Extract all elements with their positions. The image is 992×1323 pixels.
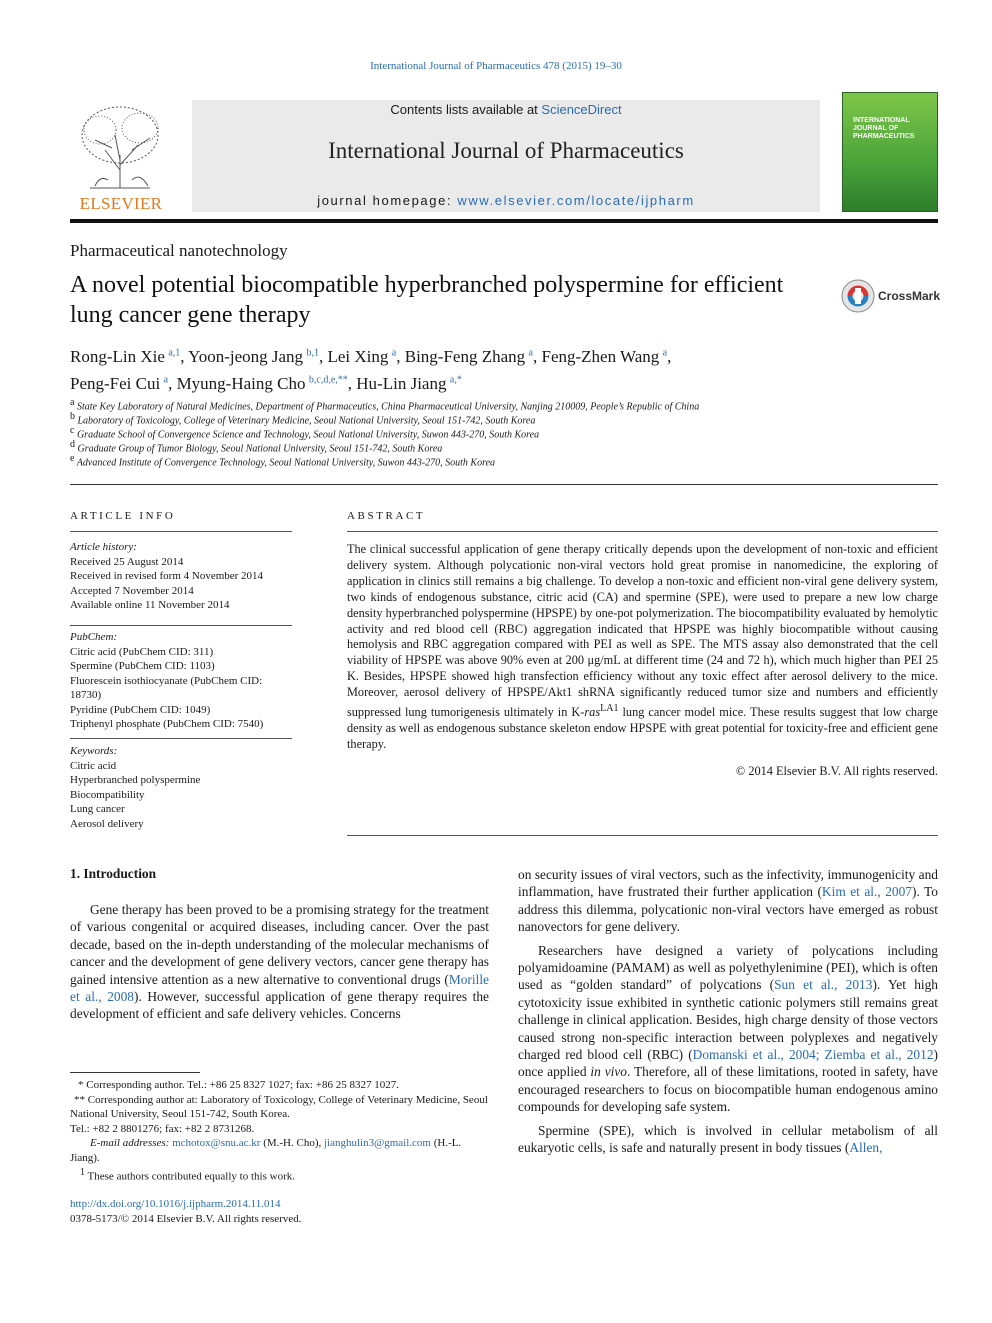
keyword-item: Lung cancer — [70, 803, 125, 815]
crossmark-icon — [840, 278, 876, 314]
pubchem-item: Citric acid (PubChem CID: 311) — [70, 645, 214, 658]
history-item: Received 25 August 2014 — [70, 555, 184, 568]
body-paragraph: Gene therapy has been proved to be a promising strategy for the treatment of various congenital or acquired diseases, including cancer. Over the past decade, based on the in-depth understanding of the molecular mechanisms of cancer and the development of gene delivery vectors, cancer gene therapy has gained intensive attention as a new alternative to conventional drugs (Morille et al., 2008). However, successful application of gene therapy requires the development of efficient and safe delivery vehicles. Concerns — [70, 902, 489, 1022]
journal-name: International Journal of Pharmaceutics — [328, 138, 684, 163]
sciencedirect-link[interactable]: ScienceDirect — [541, 102, 622, 117]
doi-link[interactable]: http://dx.doi.org/10.1016/j.ijpharm.2014.11.014 — [70, 1198, 281, 1210]
affiliation-d: $^d$ Graduate Group of Tumor Biology, Seoul National University, Seoul 151-742, South Korea — [70, 439, 443, 455]
history-item: Received in revised form 4 November 2014 — [70, 570, 264, 582]
article-info-heading: ARTICLE INFO — [70, 510, 176, 522]
author-list — [70, 341, 830, 396]
body-column-left — [70, 901, 489, 1029]
header-rule — [70, 219, 938, 223]
pubchem-item: 18730) — [70, 689, 102, 701]
doi-block: http://dx.doi.org/10.1016/j.ijpharm.2014.11.014 0378-5173/© 2014 Elsevier B.V. All rights reserved. — [70, 1198, 302, 1225]
abstract-bottom-rule — [347, 835, 938, 836]
section-label: Pharmaceutical nanotechnology — [70, 241, 288, 260]
citation-link[interactable]: Domanski et al., 2004; Ziemba et al., 2012 — [692, 1047, 934, 1063]
article-history: Article history: Received 25 August 2014 Received in revised form 4 November 2014 Accepted 7 November 2014 Available online 11 November 2014 — [70, 540, 294, 613]
affiliation-b: $^b$ Laboratory of Toxicology, College of Veterinary Medicine, Seoul National University, Seoul 151-742, South Korea — [70, 411, 536, 427]
history-item: Available online 11 November 2014 — [70, 599, 230, 611]
body-paragraph: Researchers have designed a variety of polycations including polyamidoamine (PAMAM) as well as polyethylenimine (PEI), which is often used as “golden standard” of polycations (Sun et al., 2013). Yet high cytotoxicity issue exhibited in synthetic cationic polymers still remains great challenge in clinical application. Besides, high charge density of those vectors caused strong non-specific interaction between polyplexes and negatively charged red blood cell (RBC) (Domanski et al., 2004; Ziemba et al., 2012) once applied in vivo. Therefore, all of these limitations, rooted in safety, have encouraged researchers to focus on biocompatible human endogenous amino compounds for developing safe system. — [518, 942, 938, 1115]
affiliation-e: $^e$ Advanced Institute of Convergence Technology, Seoul National University, Suwon 443-270, South Korea — [70, 453, 496, 469]
abstract-copyright: © 2014 Elsevier B.V. All rights reserved. — [735, 764, 938, 778]
journal-citation[interactable]: International Journal of Pharmaceutics 478 (2015) 19–30 — [370, 60, 622, 72]
affiliation-c: $^c$ Graduate School of Convergence Science and Technology, Seoul National University, Suwon 443-270, South Korea — [70, 425, 540, 441]
elsevier-wordmark: ELSEVIER — [79, 194, 163, 213]
citation-link[interactable]: Morille et al., 2008 — [70, 971, 489, 1005]
info-rule — [70, 625, 292, 626]
contents-line: Contents lists available at ScienceDirect — [390, 102, 622, 117]
abstract-rule — [347, 531, 938, 532]
email-link[interactable]: jianghulin3@gmail.com — [324, 1137, 431, 1150]
history-item: Accepted 7 November 2014 — [70, 584, 194, 597]
body-column-right — [518, 866, 938, 1163]
pubchem-item: Triphenyl phosphate (PubChem CID: 7540) — [70, 718, 264, 730]
crossmark-badge[interactable] — [840, 278, 940, 314]
journal-homepage: journal homepage: www.elsevier.com/locate/ijpharm — [317, 193, 695, 208]
info-rule — [70, 738, 292, 739]
journal-masthead — [192, 100, 820, 212]
affiliation-a: $^a$ State Key Laboratory of Natural Medicines, Department of Pharmaceutics, China Pharmaceutical University, Nanjing 210009, People’s Republic of China — [70, 397, 700, 413]
author[interactable]: Myung-Haing Cho $^{b,c,d,e,**}$, — [176, 374, 357, 394]
author[interactable]: Lei Xing $^a$, — [327, 346, 405, 366]
footnote-rule — [70, 1072, 200, 1073]
citation-link[interactable]: Sun et al., 2013 — [774, 977, 873, 993]
author[interactable]: Yoon-jeong Jang $^{b,1}$, — [188, 346, 328, 366]
author[interactable]: Hu-Lin Jiang $^{a,*}$ — [356, 374, 462, 394]
email-link[interactable]: mchotox@snu.ac.kr — [172, 1137, 261, 1150]
keyword-item: Biocompatibility — [70, 788, 145, 801]
article-title: A novel potential biocompatible hyperbranched polyspermine for efficient lung cancer gene therapy — [70, 272, 784, 328]
cover-title: INTERNATIONAL JOURNAL OF PHARMACEUTICS — [853, 117, 915, 140]
introduction-heading: 1. Introduction — [70, 866, 157, 881]
pubchem-item: Fluorescein isothiocyanate (PubChem CID: — [70, 674, 263, 687]
body-paragraph: on security issues of viral vectors, such as the infectivity, immunogenicity and inflammation, have frustrated their further application (Kim et al., 2007). To address this dilemma, polycationic non-viral vectors have emerged as robust nanovectors for gene delivery. — [518, 867, 938, 935]
keywords-list: Keywords: Citric acid Hyperbranched polyspermine Biocompatibility Lung cancer Aerosol delivery — [70, 744, 294, 831]
footnotes: * Corresponding author. Tel.: +86 25 8327 1027; fax: +86 25 8327 1027. ** Corresponding author at: Laboratory of Toxicology, College of Veterinary Medicine, Seoul National University, Seoul 151-742, South Korea. Tel.: +82 2 8801276; fax: +82 2 8731268. E-mail addresses: mchotox@snu.ac.kr (M.-H. Cho), jianghulin3@gmail.com (H.-L. Jiang). $^1$ These authors contributed equally to this work. — [70, 1079, 488, 1183]
title-rule — [70, 484, 938, 485]
article-info-rule — [70, 531, 292, 532]
author[interactable]: Bing-Feng Zhang $^a$, — [404, 346, 542, 366]
body-paragraph: Spermine (SPE), which is involved in cellular metabolism of all eukaryotic cells, is safe and naturally present in body tissues (Allen, — [518, 1122, 938, 1156]
keyword-item: Citric acid — [70, 759, 117, 772]
crossmark-label: CrossMark — [878, 289, 941, 303]
journal-cover-thumbnail[interactable] — [842, 92, 938, 212]
abstract-text: The clinical successful application of gene therapy critically depends upon the development of non-toxic and efficient delivery system. Although polycationic non-viral vectors hold great promise in nanomedicine, the exploring of application in clinics still remains a big challenge. To develop a non-toxic and efficient non-viral gene delivery system, two kinds of endogenous substance, citric acid (CA) and spermine (SPE), were used to prepare a new low charge density hyperbranched polyspermine (HPSPE) by one-pot polymerization. The biocompatibility evaluated by hemolytic activity and red blood cell (RBC) aggregation indicated that HPSPE was highly biocompatible without causing hemolysis and RBC aggregation compared with PEI as well as SPE. The MTS assay also demonstrated that the cell viability of HPSPE was above 90% even at 200 μg/mL at different time (24 and 72 h), which much higher than PEI 25 K. Besides, HPSPE showed high transfection efficiency without any toxic effect after aerosol delivery to the mice. Moreover, aerosol delivery of HPSPE/Akt1 shRNA significantly reduced tumor size and numbers and efficiently suppressed lung tumorigenesis ultimately in K-ras$^{LA1}$ lung cancer model mice. These results suggest that low charge density as well as endogenous substance skeleton endow HPSPE with great potential for toxicity-free and efficient gene therapy. — [347, 542, 939, 751]
citation-link[interactable]: Allen, — [849, 1140, 883, 1156]
citation-link[interactable]: Kim et al., 2007 — [821, 884, 912, 900]
pubchem-item: Pyridine (PubChem CID: 1049) — [70, 703, 211, 716]
author[interactable]: Rong-Lin Xie $^{a,1}$, — [70, 346, 189, 366]
pubchem-item: Spermine (PubChem CID: 1103) — [70, 660, 215, 672]
abstract-heading: ABSTRACT — [347, 510, 426, 522]
author[interactable]: Peng-Fei Cui $^a$, — [70, 374, 177, 394]
author[interactable]: Feng-Zhen Wang $^a$, — [541, 346, 672, 366]
pubchem-list: PubChem: Citric acid (PubChem CID: 311) Spermine (PubChem CID: 1103) Fluorescein isothiocyanate (PubChem CID: 18730) Pyridine (PubChem CID: 1049) Triphenyl phosphate (PubChem CID: 7540) — [70, 630, 294, 732]
homepage-link[interactable]: www.elsevier.com/locate/ijpharm — [457, 193, 695, 208]
keyword-item: Aerosol delivery — [70, 817, 144, 830]
keyword-item: Hyperbranched polyspermine — [70, 774, 201, 786]
